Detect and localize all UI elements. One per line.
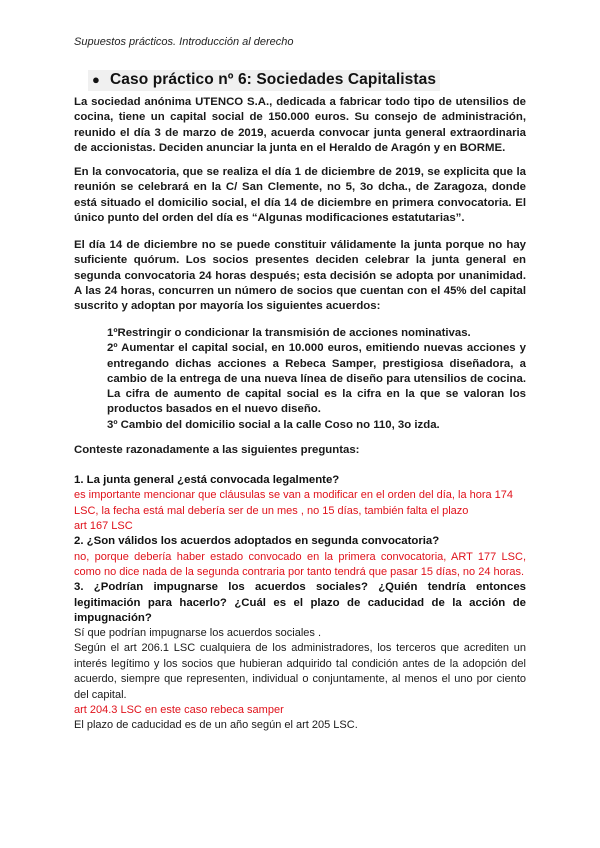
question-1: 1. La junta general ¿está convocada legalmente? [74,474,340,486]
bullet-icon: ● [92,72,100,87]
answer-3-line-2: Según el art 206.1 LSC cualquiera de los administradores, los terceros que acrediten un interés legítimo y los socios que hubieran adquirido tal condición antes de la adopción del acuerdo, siempre que representen, individual o conjuntamente, al menos el uno por ciento del capital. [74,642,526,701]
intro-paragraph-2: En la convocatoria, que se realiza el día 1 de diciembre de 2019, se explicita que la reunión se celebrará en la C/ San Clemente, no 5, 3o dcha., de Zaragoza, donde está situado el domicilio social, el día 14 de diciembre en primera convocatoria. El único punto del orden del día es “Algunas modificaciones estatutarias”. [74,166,526,224]
page-header: Supuestos prácticos. Introducción al derecho [74,36,294,48]
answer-3-line-1: Sí que podrían impugnarse los acuerdos sociales . [74,627,322,640]
answer-3-line-3: art 204.3 LSC en este caso rebeca samper [74,704,284,717]
answer-2: no, porque debería haber estado convocado en la primera convocatoria, ART 177 LSC, como no dice nada de la segunda contraria por tanto tendrá que pasar 15 días, no 24 horas. [74,550,526,579]
case-title [88,70,440,91]
answer-3-line-4: El plazo de caducidad es de un año según el art 205 LSC. [74,719,358,732]
agreements-list [107,326,526,433]
intro-paragraph-3: El día 14 de diciembre no se puede constituir válidamente la junta porque no hay suficiente quórum. Los socios presentes deciden celebrar la junta general en segunda convocatoria 24 horas después; esta decisión se adopta por unanimidad. A las 24 horas, concurren un número de socios que cuentan con el 45% del capital suscrito y adoptan por mayoría los siguientes acuerdos: [74,239,526,313]
instructions: Conteste razonadamente a las siguientes preguntas: [74,444,360,456]
question-2: 2. ¿Son válidos los acuerdos adoptados en segunda convocatoria? [74,535,440,548]
answer-1-line-1: es importante mencionar que cláusulas se van a modificar en el orden del día, la hora 174 LSC, la fecha está mal debería ser de un mes , no 15 días, también falta el plazo [74,489,514,517]
agreement-3: 3º Cambio del domicilio social a la calle Coso no 110, 3o izda. [107,418,440,431]
question-3: 3. ¿Podrían impugnarse los acuerdos sociales? ¿Quién tendría entonces legitimación para hacerlo? ¿Cuál es el plazo de caducidad de la acción de impugnación? [74,581,526,624]
agreement-1: 1ºRestringir o condicionar la transmisión de acciones nominativas. [107,327,471,339]
agreement-2: 2º Aumentar el capital social, en 10.000 euros, emitiendo nuevas acciones y entregando dichas acciones a Rebeca Samper, prestigiosa diseñadora, a cambio de la entrega de una nueva línea de diseño para utensilios de cocina. La cifra de aumento de capital social es la cifra en la que se valoran los productos basados en el nuevo diseño. [107,342,526,416]
answer-1-line-2: art 167 LSC [74,520,133,533]
case-title-text: Caso práctico nº 6: Sociedades Capitalistas [110,71,437,88]
questions-section [74,473,526,734]
intro-paragraph-1: La sociedad anónima UTENCO S.A., dedicada a fabricar todo tipo de utensilios de cocina, tiene un capital social de 150.000 euros. Su consejo de administración, reunido el día 3 de marzo de 2019, acuerda convocar junta general extraordinaria de accionistas. Deciden anunciar la junta en el Heraldo de Aragón y en BORME. [74,96,526,154]
